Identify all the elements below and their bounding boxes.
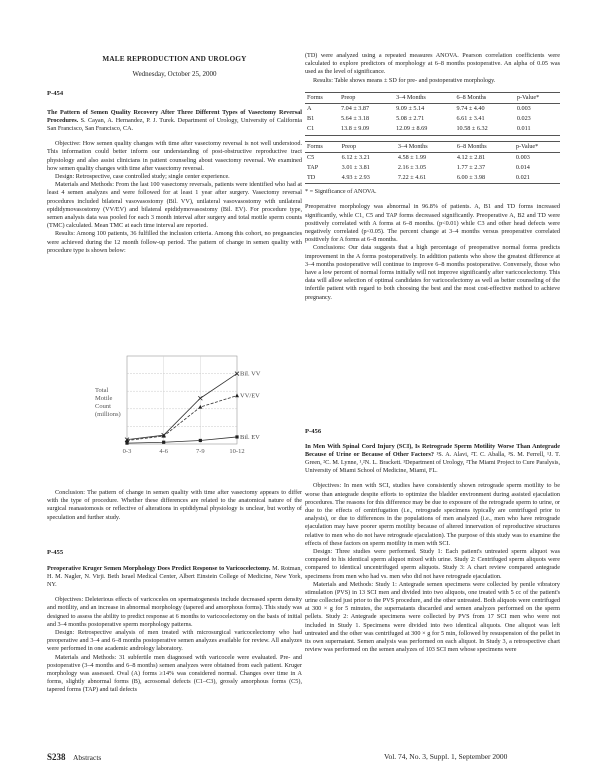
table-cell: TAP: [307, 163, 319, 171]
tmc-chart-svg: [75, 350, 280, 465]
objective-paragraph: Objective: How semen quality changes with time after vasectomy reversal is not well understood. This information could better inform our understanding of post-obstructive reproductive tract physiology and also assist clinicians in patient counseling about vasectomy reversal. We examined how semen quality changes with time after vasectomy reversal.: [47, 140, 302, 172]
series-line-bilvv: [127, 374, 237, 440]
table-cell: TD: [305, 173, 340, 184]
table-cell: 0.023: [516, 115, 531, 123]
table-cell: B1: [307, 115, 315, 123]
table-cell: 4.12 ± 2.81: [456, 153, 486, 161]
data-point: [235, 435, 238, 438]
table-row: [305, 152, 560, 163]
objective-paragraph: Objectives: Deleterious effects of varicoceles on spermatogenesis include decreased sperm density and motility, and an increase in abnormal morphology (tapered and amorphous forms). This study was designed to assess the ability to predict response at 6 months to varicocelectomy on the basis of initial and 3–4 months postoperative sperm morphology patterns.: [47, 596, 302, 628]
abstract-title: In Men With Spinal Cord Injury (SCI), Is Retrograde Sperm Motility Worse Than Antegrade Because of Urine or Because of Other Factors?: [305, 442, 560, 458]
table-cell: 0.003: [516, 104, 531, 112]
table-cell: 7.22 ± 4.61: [396, 173, 455, 184]
table-cell: 0.021: [514, 173, 560, 184]
results-paragraph: Preoperative morphology was abnormal in 96.8% of patients. A, B1 and TD forms increased significantly, while C1, C5 and TAP forms decreased significantly. Preoperative A, B2 and TD were positively correlated with A forms at 6–8 months. (p<0.01) while C3 and other head defects were negatively correlated (p<0.05). The percent change at 3–4 months versus preoperative correlated positively for A forms at 6–8 months.: [305, 203, 560, 244]
table-header-cell: 3–4 Months: [396, 141, 455, 152]
plot-frame: [127, 356, 237, 444]
table-cell: 10.58 ± 6.32: [454, 124, 514, 135]
tmc-chart: [75, 350, 280, 465]
table-cell: 4.93 ± 2.93: [340, 173, 396, 184]
abstract-heading: [305, 443, 560, 476]
table-cell: 5.08 ± 2.71: [396, 115, 425, 123]
table-cell: 5.64 ± 3.18: [340, 115, 370, 123]
abstract-authors: S. Cayan, A. Hernandez, P. J. Turek. Department of Urology, University of California San Francisco, San Francisco, CA.: [47, 116, 303, 133]
table-cell: 0.011: [515, 124, 560, 135]
abstract-title: The Pattern of Semen Quality Recovery After Three Different Types of Vasectomy Reversal Procedures.: [47, 108, 302, 124]
table-cell: 9.09 ± 5.14: [396, 104, 425, 112]
session-date: Wednesday, October 25, 2000: [132, 70, 217, 78]
section-header: MALE REPRODUCTION AND UROLOGY: [102, 55, 247, 63]
design-paragraph: Design: Retrospective, case controlled study; single center experience.: [55, 173, 230, 181]
table-row: [305, 103, 560, 114]
table-row: [305, 124, 560, 135]
data-point: [162, 441, 165, 444]
data-point: [125, 442, 128, 445]
table-cell: 9.74 ± 4.40: [456, 104, 485, 112]
series-line-vvev: [127, 396, 237, 441]
table-cell: 12.09 ± 8.69: [394, 124, 454, 135]
abstract-number: P-456: [305, 428, 322, 435]
table-cell: 0.014: [515, 163, 530, 171]
table-cell: 7.04 ± 3.87: [340, 104, 370, 112]
x-tick-label: 4-6: [159, 448, 169, 455]
table-cell: 6.61 ± 3.41: [456, 115, 485, 123]
table-cell: C5: [307, 153, 315, 161]
methods-paragraph: Materials and Methods: Study 1: Antegrade semen specimens were collected by penile vibratory stimulation (PVS) in 13 SCI men and divided into two aliquots, one treated with 5 cc of the patient's urine collected just prior to the PVS procedure, and the other untreated. Both aliquots were centrifuged at 300 × g for 5 minutes, the supernatants discarded and semen analyzes performed on the sperm pellets. Study 2: Antegrade specimens were collected by PVS from 17 SCI men who were not included in Study 1. Specimens were divided into two identical aliquots. One aliquot was left untreated and the other was centrifuged at 300 × g for 5 min, followed by resuspension of the pellet in its own supernatant. Semen analysis was performed on each aliquot. In Study 3, a retrospective chart review was performed on the semen analyzes of 103 SCI men whose specimens were: [305, 580, 560, 654]
table-header-cell: Forms: [305, 141, 340, 152]
morphology-table-2: [305, 141, 560, 185]
morphology-table-1: [305, 92, 560, 136]
table-header-cell: p-Value*: [515, 92, 560, 103]
methods-paragraph: Materials and Methods: 31 subfertile men diagnosed with varicocele were evaluated. Pre- and postoperative (3–4 months and 6–8 months) semen analyzes were obtained from each patient. Kruger morphology was assessed. Oval (A) forms ≥14% was considered normal. Changes over time in A forms, slightly abnormal forms (B), acrosomal defects (C1–C3), grossly amorphous forms (C5), tapered forms (TAP) and tail defects: [47, 653, 302, 694]
journal-citation: Vol. 74, No. 3, Suppl. 1, September 2000: [384, 752, 508, 761]
table-row: [305, 173, 560, 184]
y-axis-label-part: Total: [95, 387, 109, 394]
table-header-cell: Forms: [305, 92, 339, 103]
table-footnote: * = Significance of ANOVA.: [305, 188, 377, 196]
methods-paragraph: Materials and Methods: From the last 100 vasectomy reversals, patients were identified who had at least 4 semen analyzes and were followed for at least 1 year after surgery. Vasectomy reversal procedures included bilateral vasovasostomy (Bil. VV), unilateral vasovasostomy with unilateral epididymovasostomy (VV/EV) and bilateral epididymovasostomy (Bil. EV). For procedure type, semen analysis data was pooled for each 3 month interval after surgery and total motile sperm counts (TMC) calculated. Mean TMC at each time interval are reported.: [47, 181, 302, 230]
table-header-cell: p-Value*: [514, 141, 560, 152]
table-cell: 2.16 ± 3.05: [397, 163, 427, 171]
y-axis-label-part: Count: [95, 403, 111, 410]
abstract-p454-conclusion: [47, 489, 302, 522]
results-paragraph: Results: Among 100 patients, 36 fulfilled the inclusion criteria. Among this cohort, no pregnancies were achieved during the 12 month follow-up period. The pattern of change in semen quality with procedure type is shown below:: [47, 230, 302, 254]
table-cell: C1: [305, 124, 339, 135]
abstract-p454: [47, 90, 302, 255]
table-header-row: [305, 92, 560, 103]
table-header-row: [305, 141, 560, 152]
y-axis-label-part: Motile: [95, 395, 113, 402]
abstract-p456: [305, 428, 560, 654]
objective-paragraph: Objectives: In men with SCI, studies have consistently shown retrograde sperm motility to be worse than antegrade despite efforts to optimize the bladder environment during assisted ejaculation procedures. The reasons for this difference may be due to exposure of the retrograde sperm to urine, or due to the effects of centrifugation (i.e., retrograde specimens typically are centrifuged prior to analysis), or due to differences in the populations of men analyzed (i.e., men who have retrograde ejaculation may have poorer sperm motility because of altered innervation of reproductive structures relative to men who do not have retrograde ejaculation). The purpose of this study was to examine the effects of these factors on sperm motility in men with SCI.: [305, 482, 560, 547]
x-tick-label: 0-3: [122, 448, 132, 455]
page-number: S238: [47, 752, 66, 762]
table-header-cell: Preop: [339, 92, 394, 103]
design-paragraph: Design: Three studies were performed. Study 1: Each patient's untreated sperm aliquot was compared to his identical sperm aliquot mixed with urine. Study 2: Centrifuged sperm aliquots were compared to identical uncentrifuged sperm aliquots. Study 3: A chart review compared antegrade specimens from men who had vs. men who did not have retrograde ejaculation.: [305, 547, 560, 580]
abstract-heading: [47, 565, 302, 590]
table-header-cell: Preop: [340, 141, 396, 152]
y-axis-label: [95, 387, 121, 418]
table-header-cell: 6–8 Months: [454, 92, 514, 103]
analysis-paragraph: (TD) were analyzed using a repeated measures ANOVA. Pearson correlation coefficients were calculated to explore predictors of morphology at 6–8 months postoperative. An alpha of 0.05 was used as the level of significance.: [305, 52, 560, 76]
abstract-authors: M. Rotman, H. M. Nagler, N. Virji. Beth Israel Medical Center, Albert Einstein College of Medicine, New York, NY.: [47, 564, 302, 589]
y-axis-label-part: (millions): [95, 411, 121, 418]
conclusions-paragraph: Conclusions: Our data suggests that a high percentage of preoperative normal forms predicts improvement in the A forms postoperatively. In addition patients who show the greatest difference at 3–4 months postoperative will continue to improve 6–8 months postoperative. Conversely, those who have a low percent of normal forms initially will not improve significantly after varicocelectomy. This data will allow selection of optimal candidates for varicocelectomy as well as better counseling of the infertile patient with regard to both choosing the best and the most cost-effective method to achieve pregnancy.: [305, 244, 560, 301]
table-header-cell: 3–4 Months: [394, 92, 454, 103]
abstract-number: P-455: [47, 549, 64, 556]
footer-section: Abstracts: [73, 753, 102, 762]
table-cell: 0.003: [515, 153, 530, 161]
data-point: [199, 439, 202, 442]
table-header-cell: 6–8 Months: [455, 141, 514, 152]
table-row: [305, 163, 560, 173]
design-paragraph: Design: Retrospective analysis of men treated with microsurgical varicocelectomy who had preoperative and 3–4 and 6–8 months postoperative semen analyzes available for review. All analyzes were performed in one academic andrology laboratory.: [47, 629, 302, 653]
abstract-heading: [47, 109, 302, 134]
page-footer-left: [47, 752, 101, 762]
abstract-authors: ¹S. A. Alavi, ²T. C. Aballa, ³S. M. Ferrell, ¹J. T. Green, ²C. M. Lynne, ¹,²N. L. Brackett. ¹Department of Urology, ²The Miami Project to Cure Paralysis, University of Miami School of Medicine, Miami, FL.: [305, 450, 560, 475]
abstract-p455-continued: [305, 52, 560, 302]
results-intro: Results: Table shows means ± SD for pre- and postoperative morphology.: [313, 76, 496, 84]
data-point: [235, 393, 239, 397]
data-point: [162, 434, 166, 438]
table-row: [305, 114, 560, 124]
conclusion-paragraph: Conclusion: The pattern of change in semen quality with time after vasectomy appears to differ with the type of procedure. Whether these differences are related to the anatomical nature of the surgical reanastomosis or reflective of alterations in epididymal physiology is unclear, but worthy of speculation and further study.: [47, 489, 302, 521]
x-tick-label: 10-12: [229, 448, 245, 455]
table-cell: 4.58 ± 1.99: [397, 153, 427, 161]
table-cell: 6.00 ± 3.98: [455, 173, 514, 184]
series-label: Bil. EV: [240, 433, 260, 441]
table-cell: A: [307, 104, 312, 112]
abstract-number: P-454: [47, 90, 64, 97]
table-cell: 6.12 ± 3.21: [341, 153, 370, 161]
x-tick-label: 7-9: [195, 448, 205, 455]
series-label: VV/EV: [240, 392, 260, 400]
abstract-p455: [47, 549, 302, 695]
series-label: Bil. VV: [240, 370, 261, 378]
table-cell: 3.01 ± 3.81: [341, 163, 370, 171]
abstract-title: Preoperative Kruger Semen Morphology Does Predict Response to Varicocelectomy.: [47, 564, 271, 572]
table-cell: 1.77 ± 2.37: [456, 163, 486, 171]
table-cell: 13.8 ± 9.09: [339, 124, 394, 135]
data-point: [198, 405, 202, 409]
